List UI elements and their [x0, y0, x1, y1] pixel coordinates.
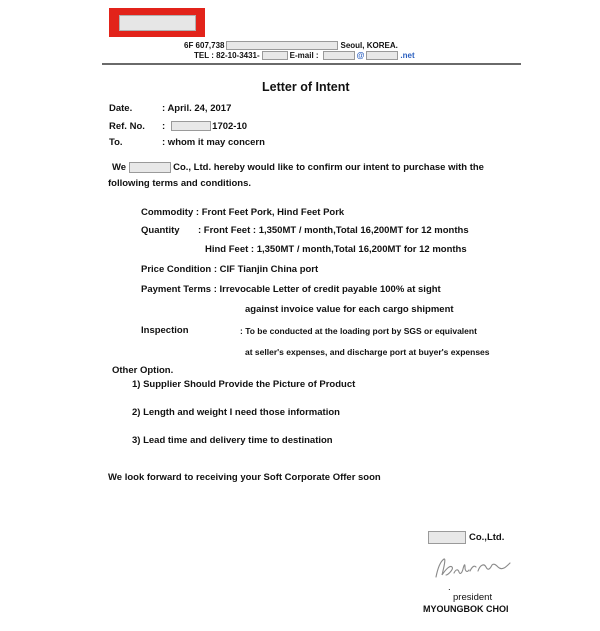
address-prefix: 6F 607,738 [184, 41, 225, 50]
redacted-ref [171, 121, 211, 131]
signature-name: MYOUNGBOK CHOI [423, 604, 509, 614]
quantity-label: Quantity [141, 225, 180, 236]
intro-line-2: following terms and conditions. [108, 178, 252, 189]
other-option-item: 3) Lead time and delivery time to destination [132, 435, 333, 446]
ref-label: Ref. No. [109, 121, 145, 132]
redacted-phone [262, 51, 288, 60]
ref-number: 1702-10 [212, 121, 248, 132]
other-option-item: 2) Length and weight I need those information [132, 407, 340, 418]
inspection-line-2: at seller's expenses, and discharge port at buyer's expenses [245, 347, 490, 357]
commodity-line: Commodity : Front Feet Pork, Hind Feet Pork [141, 207, 345, 218]
redacted-email-user [323, 51, 355, 60]
quantity-front-line: : Front Feet : 1,350MT / month,Total 16,200MT for 12 months [198, 225, 469, 236]
price-condition-line: Price Condition : CIF Tianjin China port [141, 264, 319, 275]
address-line [184, 41, 398, 50]
redacted-email-domain [366, 51, 398, 60]
email-suffix: .net [400, 51, 415, 60]
address-suffix: Seoul, KOREA. [340, 41, 398, 50]
payment-terms-line-1: Payment Terms : Irrevocable Letter of credit payable 100% at sight [141, 284, 441, 295]
quantity-hind-line: Hind Feet : 1,350MT / month,Total 16,200MT for 12 months [205, 244, 467, 255]
at-sign-icon: @ [356, 51, 365, 60]
to-label: To. [109, 137, 123, 148]
intro-we: We [112, 162, 127, 174]
signature-role: president [453, 592, 493, 603]
redacted-company-name [428, 531, 466, 544]
company-logo [109, 8, 205, 37]
other-option-heading: Other Option. [112, 365, 174, 376]
ref-colon: : [162, 121, 166, 132]
signature-dot: . [448, 582, 451, 593]
inspection-line-1: : To be conducted at the loading port by SGS or equivalent [240, 326, 477, 336]
handwritten-signature [432, 553, 514, 583]
payment-terms-line-2: against invoice value for each cargo shipment [245, 304, 454, 315]
contact-line [194, 51, 415, 60]
to-value: : whom it may concern [162, 137, 265, 148]
date-value: : April. 24, 2017 [162, 103, 232, 114]
signature-company [428, 531, 504, 544]
intro-rest: Co., Ltd. hereby would like to confirm our intent to purchase with the [173, 162, 484, 174]
company-suffix: Co.,Ltd. [469, 532, 505, 544]
email-label: E-mail : [289, 51, 319, 60]
other-option-item: 1) Supplier Should Provide the Picture of Product [132, 379, 356, 390]
date-label: Date. [109, 103, 133, 114]
ref-value [162, 121, 247, 132]
closing-line: We look forward to receiving your Soft Corporate Offer soon [108, 472, 381, 483]
redacted-buyer-name [129, 162, 171, 173]
tel-label: TEL : 82-10-3431- [194, 51, 260, 60]
header-divider [102, 63, 521, 65]
redacted-address [226, 41, 338, 50]
page-title: Letter of Intent [262, 80, 350, 94]
redacted-logo-text [119, 15, 196, 31]
inspection-label: Inspection [141, 325, 189, 336]
intro-line-1 [112, 162, 484, 173]
